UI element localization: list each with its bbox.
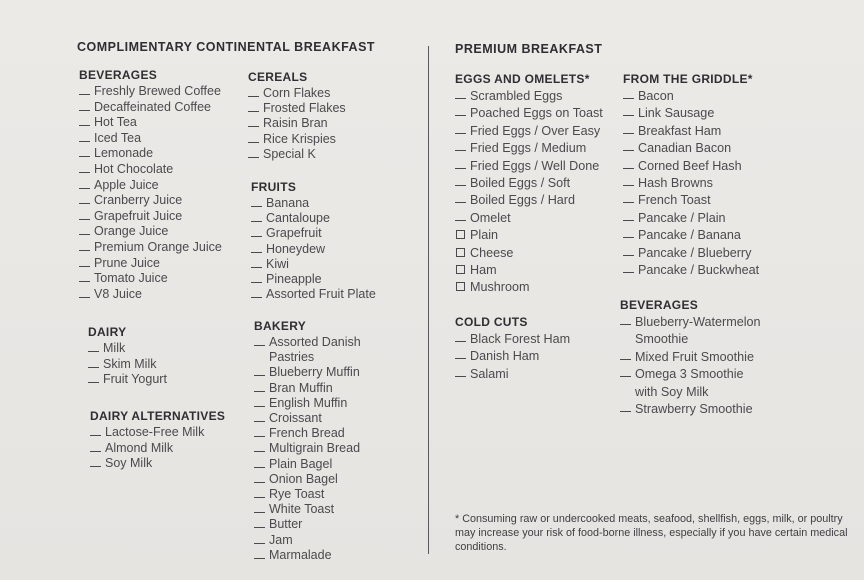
blank-line-icon — [623, 210, 634, 221]
menu-item-label: Soy Milk — [105, 456, 153, 471]
blank-line-icon — [251, 272, 262, 283]
menu-item-label: Plain Bagel — [269, 456, 333, 471]
menu-item-label: Ham — [470, 263, 497, 278]
menu-item — [620, 384, 761, 401]
menu-item-label: Hash Browns — [638, 176, 713, 191]
checkbox-icon[interactable] — [456, 248, 465, 257]
menu-item-label: Pancake / Buckwheat — [638, 263, 760, 278]
menu-item — [88, 372, 167, 388]
menu-item-label: Raisin Bran — [263, 116, 328, 131]
blank-line-icon — [90, 441, 101, 452]
menu-item-label: Tomato Juice — [94, 271, 168, 286]
blank-line-icon — [623, 88, 634, 99]
menu-item-label: Corned Beef Hash — [638, 158, 742, 173]
menu-item-label: Pastries — [269, 350, 315, 365]
griddle-list — [623, 88, 759, 279]
menu-item — [254, 487, 361, 502]
blank-line-icon — [251, 242, 262, 253]
menu-item-label: Breakfast Ham — [638, 123, 722, 138]
menu-item — [254, 365, 361, 380]
blank-line-icon — [79, 146, 90, 157]
menu-item-label: Croissant — [269, 411, 322, 426]
menu-item — [623, 175, 759, 192]
bakery-heading: BAKERY — [254, 319, 307, 333]
menu-item-label: Milk — [103, 341, 126, 355]
menu-item — [254, 441, 361, 456]
cereals-heading: CEREALS — [248, 70, 308, 84]
menu-item-label: Almond Milk — [105, 440, 174, 455]
blank-line-icon — [623, 175, 634, 186]
menu-item-label: Orange Juice — [94, 224, 169, 239]
eggs-list — [455, 88, 603, 227]
menu-item — [455, 331, 570, 348]
menu-item-label: Mixed Fruit Smoothie — [635, 349, 754, 364]
blank-line-icon — [88, 341, 99, 352]
blank-line-icon — [623, 123, 634, 134]
menu-item — [79, 240, 222, 256]
checkbox-option[interactable] — [455, 279, 603, 296]
menu-item — [620, 331, 761, 348]
checkbox-icon[interactable] — [456, 265, 465, 274]
premium-beverages-heading: BEVERAGES — [620, 298, 699, 312]
griddle-heading: FROM THE GRIDDLE* — [623, 72, 753, 86]
menu-item — [251, 287, 376, 302]
blank-line-icon — [79, 209, 90, 220]
blank-line-icon — [455, 140, 466, 151]
menu-item — [79, 193, 222, 209]
menu-item-label: Special K — [263, 146, 316, 161]
blank-line-icon — [79, 131, 90, 142]
cereals-section — [248, 70, 346, 162]
fruits-heading: FRUITS — [251, 180, 297, 194]
menu-item-label: Multigrain Bread — [269, 441, 361, 456]
menu-item — [623, 123, 759, 140]
menu-item — [254, 548, 361, 563]
menu-item-label: Danish Ham — [470, 349, 540, 364]
column-divider — [428, 46, 429, 554]
menu-item — [254, 335, 361, 350]
menu-item — [623, 210, 759, 227]
menu-item — [79, 162, 222, 178]
blank-line-icon — [79, 162, 90, 173]
blank-line-icon — [455, 158, 466, 169]
menu-item — [623, 245, 759, 262]
menu-item — [623, 158, 759, 175]
cereals-list — [248, 86, 346, 162]
menu-item-label: Fried Eggs / Medium — [470, 141, 587, 156]
menu-item-label: Canadian Bacon — [638, 141, 732, 156]
menu-item-label: Assorted Fruit Plate — [266, 287, 376, 302]
blank-line-icon — [455, 348, 466, 359]
blank-line-icon — [79, 240, 90, 251]
menu-item — [254, 350, 361, 365]
menu-item-label: Corn Flakes — [263, 86, 331, 100]
menu-item-label: Assorted Danish — [269, 335, 361, 349]
menu-item-label: Pancake / Plain — [638, 210, 726, 225]
continental-title: COMPLIMENTARY CONTINENTAL BREAKFAST — [77, 40, 376, 54]
menu-item-label: Lemonade — [94, 146, 154, 161]
menu-item — [620, 401, 761, 418]
menu-item-label: Omelet — [470, 210, 511, 225]
blank-line-icon — [254, 548, 265, 559]
menu-item-label: Banana — [266, 196, 310, 210]
menu-item — [90, 456, 225, 472]
menu-item — [248, 86, 346, 101]
menu-item-label: French Bread — [269, 426, 345, 441]
blank-line-icon — [248, 86, 259, 97]
blank-line-icon — [251, 211, 262, 222]
menu-item-label: French Toast — [638, 193, 711, 208]
menu-item-label: Pineapple — [266, 272, 322, 287]
menu-item — [254, 381, 361, 396]
menu-item-label: Salami — [470, 366, 509, 381]
menu-item — [455, 210, 603, 227]
menu-item-label: Hot Tea — [94, 115, 137, 130]
blank-line-icon — [79, 224, 90, 235]
blank-line-icon — [79, 271, 90, 282]
menu-item — [254, 502, 361, 517]
cold-cuts-heading: COLD CUTS — [455, 315, 528, 329]
menu-item-label: Fried Eggs / Well Done — [470, 158, 600, 173]
blank-line-icon — [79, 100, 90, 111]
blank-line-icon — [79, 256, 90, 267]
menu-item — [455, 366, 570, 383]
menu-item-label: Prune Juice — [94, 255, 161, 270]
menu-item-label: Scrambled Eggs — [470, 89, 563, 103]
menu-item — [248, 116, 346, 131]
menu-item-label: Mushroom — [470, 280, 530, 295]
blank-line-icon — [254, 517, 265, 528]
menu-item — [251, 226, 376, 241]
dairy-list — [88, 341, 167, 388]
blank-line-icon — [254, 381, 265, 392]
menu-item-label: White Toast — [269, 502, 335, 517]
menu-item — [455, 88, 603, 105]
menu-item — [79, 115, 222, 131]
blank-line-icon — [251, 226, 262, 237]
menu-item — [251, 211, 376, 226]
menu-item-label: Smoothie — [635, 332, 689, 347]
blank-line-icon — [455, 88, 466, 99]
menu-item-label: Omega 3 Smoothie — [635, 367, 744, 382]
blank-line-icon — [248, 116, 259, 127]
menu-item — [620, 349, 761, 366]
menu-item-label: Fried Eggs / Over Easy — [470, 123, 601, 138]
menu-item — [623, 88, 759, 105]
blank-line-icon — [88, 357, 99, 368]
menu-item — [88, 357, 167, 373]
menu-item — [79, 100, 222, 116]
menu-item — [79, 287, 222, 303]
blank-line-icon — [88, 372, 99, 383]
blank-line-icon — [455, 366, 466, 377]
menu-item — [79, 178, 222, 194]
menu-item-label: Blueberry-Watermelon — [635, 315, 761, 329]
blank-line-icon — [623, 158, 634, 169]
premium-beverages-section — [620, 298, 761, 418]
menu-item-label: Onion Bagel — [269, 471, 338, 486]
menu-item — [620, 366, 761, 383]
menu-item-label: Kiwi — [266, 256, 289, 271]
menu-item-label: Link Sausage — [638, 106, 715, 121]
blank-line-icon — [620, 401, 631, 412]
blank-line-icon — [623, 105, 634, 116]
menu-item-label: Plain — [470, 228, 499, 243]
blank-line-icon — [254, 457, 265, 468]
menu-item-label: Bran Muffin — [269, 380, 333, 395]
menu-item — [248, 132, 346, 147]
menu-item-label: Pancake / Banana — [638, 228, 741, 243]
dairy-alternatives-list — [90, 425, 225, 472]
blank-line-icon — [254, 487, 265, 498]
menu-item — [623, 262, 759, 279]
premium-title: PREMIUM BREAKFAST — [455, 42, 603, 56]
checkbox-icon[interactable] — [456, 230, 465, 239]
cold-cuts-list — [455, 331, 570, 383]
menu-item — [623, 105, 759, 122]
blank-line-icon — [248, 132, 259, 143]
menu-item-label: English Muffin — [269, 395, 348, 410]
blank-line-icon — [620, 349, 631, 360]
blank-line-icon — [623, 192, 634, 203]
menu-item — [251, 257, 376, 272]
menu-item-label: Lactose-Free Milk — [105, 425, 205, 439]
blank-line-icon — [79, 287, 90, 298]
dairy-section — [88, 325, 167, 388]
menu-item-label: Butter — [269, 517, 303, 532]
menu-item-label: Decaffeinated Coffee — [94, 99, 211, 114]
menu-item-label: Marmalade — [269, 547, 332, 562]
menu-item — [254, 411, 361, 426]
blank-line-icon — [623, 245, 634, 256]
fruits-list — [251, 196, 376, 302]
menu-item-label: Honeydew — [266, 241, 326, 256]
blank-line-icon — [254, 365, 265, 376]
checkbox-icon[interactable] — [456, 282, 465, 291]
blank-line-icon — [455, 192, 466, 203]
menu-item — [455, 123, 603, 140]
menu-item-label: Blueberry Muffin — [269, 365, 360, 380]
menu-item-label: Rye Toast — [269, 487, 325, 502]
menu-item — [88, 341, 167, 357]
eggs-heading: EGGS AND OMELETS* — [455, 72, 590, 86]
menu-item — [623, 140, 759, 157]
eggs-section — [455, 72, 603, 297]
blank-line-icon — [251, 196, 262, 207]
blank-line-icon — [455, 331, 466, 342]
menu-item-label: Apple Juice — [94, 177, 159, 192]
menu-item-label: Boiled Eggs / Soft — [470, 176, 571, 191]
premium-beverages-list — [620, 314, 761, 418]
blank-line-icon — [79, 84, 90, 95]
menu-item — [90, 425, 225, 441]
menu-item-label: Rice Krispies — [263, 131, 336, 146]
continental-beverages-heading: BEVERAGES — [79, 68, 158, 82]
menu-item — [620, 314, 761, 331]
menu-item — [79, 256, 222, 272]
blank-line-icon — [455, 123, 466, 134]
menu-item — [455, 175, 603, 192]
menu-item — [79, 224, 222, 240]
menu-item-label: Premium Orange Juice — [94, 239, 222, 254]
menu-item — [254, 517, 361, 532]
menu-item-label: with Soy Milk — [635, 384, 709, 399]
blank-line-icon — [254, 502, 265, 513]
menu-item — [79, 146, 222, 162]
dairy-alternatives-heading: DAIRY ALTERNATIVES — [90, 409, 226, 423]
checkbox-option[interactable] — [455, 227, 603, 244]
blank-line-icon — [251, 257, 262, 268]
menu-item — [254, 533, 361, 548]
menu-item-label: Frosted Flakes — [263, 101, 346, 116]
blank-line-icon — [620, 314, 631, 325]
menu-item — [254, 472, 361, 487]
blank-line-icon — [254, 533, 265, 544]
blank-line-icon — [79, 178, 90, 189]
griddle-section — [623, 72, 759, 279]
menu-item-label: Skim Milk — [103, 356, 157, 371]
menu-item — [623, 227, 759, 244]
menu-item-label: Iced Tea — [94, 130, 142, 145]
menu-item-label: Black Forest Ham — [470, 332, 571, 346]
menu-item-label: Pancake / Blueberry — [638, 245, 752, 260]
menu-item-label: Bacon — [638, 89, 674, 103]
blank-line-icon — [90, 425, 101, 436]
blank-line-icon — [623, 227, 634, 238]
menu-item-label: Freshly Brewed Coffee — [94, 84, 221, 98]
menu-item — [455, 192, 603, 209]
continental-beverages-section — [79, 68, 222, 302]
menu-item-label: Cheese — [470, 245, 514, 260]
blank-line-icon — [90, 456, 101, 467]
fruits-section — [251, 180, 376, 302]
bakery-section — [254, 319, 361, 563]
blank-line-icon — [79, 193, 90, 204]
food-safety-disclaimer: * Consuming raw or undercooked meats, seafood, shellfish, eggs, milk, or poultry may increase your risk of food-borne illness, especially if you have certain medical conditions. — [455, 513, 848, 553]
menu-item — [251, 242, 376, 257]
dairy-heading: DAIRY — [88, 325, 127, 339]
checkbox-option[interactable] — [455, 262, 603, 279]
blank-line-icon — [251, 287, 262, 298]
menu-item — [248, 147, 346, 162]
blank-line-icon — [254, 441, 265, 452]
menu-item — [254, 426, 361, 441]
menu-item — [623, 192, 759, 209]
blank-line-icon — [455, 105, 466, 116]
menu-item — [254, 457, 361, 472]
menu-item-label: Hot Chocolate — [94, 161, 174, 176]
menu-item-label: Jam — [269, 532, 293, 547]
menu-item — [455, 348, 570, 365]
dairy-alternatives-section — [90, 409, 225, 472]
blank-line-icon — [254, 335, 265, 346]
blank-line-icon — [79, 115, 90, 126]
menu-item-label: V8 Juice — [94, 286, 142, 301]
menu-item-label: Poached Eggs on Toast — [470, 106, 603, 121]
menu-item — [455, 105, 603, 122]
continental-beverages-list — [79, 84, 222, 302]
blank-line-icon — [254, 426, 265, 437]
menu-item — [254, 396, 361, 411]
menu-item — [455, 140, 603, 157]
menu-item-label: Grapefruit — [266, 226, 322, 241]
menu-item — [251, 272, 376, 287]
blank-line-icon — [455, 210, 466, 221]
menu-item-label: Grapefruit Juice — [94, 208, 183, 223]
blank-line-icon — [254, 472, 265, 483]
menu-item — [79, 209, 222, 225]
bakery-list — [254, 335, 361, 563]
menu-item-label: Cantaloupe — [266, 211, 330, 226]
blank-line-icon — [248, 101, 259, 112]
blank-line-icon — [620, 366, 631, 377]
menu-item-label: Cranberry Juice — [94, 193, 183, 208]
menu-item — [251, 196, 376, 211]
menu-item-label: Fruit Yogurt — [103, 372, 167, 387]
blank-line-icon — [248, 147, 259, 158]
menu-item-label: Boiled Eggs / Hard — [470, 193, 576, 208]
blank-line-icon — [623, 140, 634, 151]
omelet-options-list — [455, 227, 603, 297]
menu-item — [79, 271, 222, 287]
menu-item — [248, 101, 346, 116]
menu-item — [79, 131, 222, 147]
menu-item — [79, 84, 222, 100]
blank-line-icon — [455, 175, 466, 186]
cold-cuts-section — [455, 315, 570, 383]
menu-item — [90, 441, 225, 457]
checkbox-option[interactable] — [455, 245, 603, 262]
menu-item-label: Strawberry Smoothie — [635, 402, 753, 417]
menu-item — [455, 158, 603, 175]
blank-line-icon — [623, 262, 634, 273]
blank-line-icon — [254, 396, 265, 407]
blank-line-icon — [254, 411, 265, 422]
